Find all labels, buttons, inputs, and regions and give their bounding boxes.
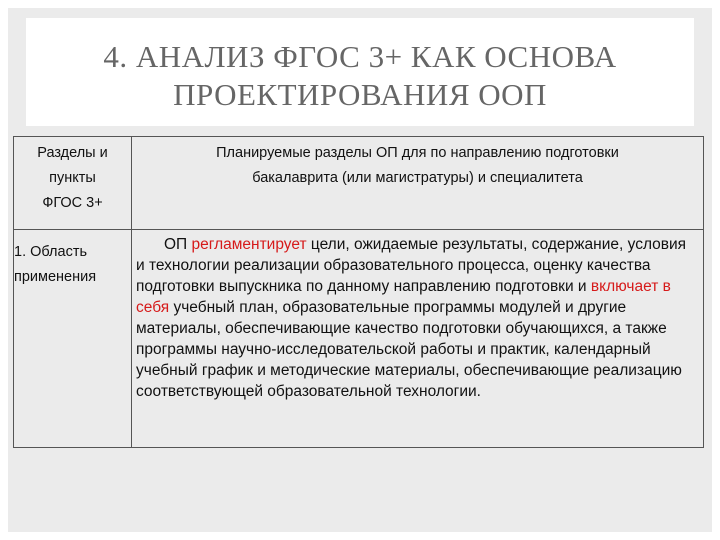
row-text-cell bbox=[132, 230, 704, 448]
header-right-line: Планируемые разделы ОП для по направлению подготовки bbox=[216, 145, 619, 161]
highlighted-term: регламентирует bbox=[191, 236, 307, 253]
row-text-part: учебный план, образовательные программы модулей и другие материалы, обеспечивающие качество подготовки обучающихся, а также программы научно-исследовательской работы и практик, календарный учебный график и методические материалы, обеспечивающие реализацию соответствующей образовательной технологии. bbox=[136, 299, 682, 400]
title-line-1: 4. АНАЛИЗ ФГОС 3+ КАК ОСНОВА bbox=[103, 39, 617, 74]
row-text-part: цели, ожидаемые результаты, содержание, условия и технологии реализации образовательного процесса, оценку качества подготовки выпускника по данному направлению подготовки и bbox=[136, 236, 687, 295]
header-left-line: пункты bbox=[49, 170, 96, 186]
header-left-line: ФГОС 3+ bbox=[42, 195, 103, 211]
row-label-line: применения bbox=[14, 269, 97, 285]
content-table bbox=[13, 136, 704, 448]
title-box bbox=[26, 18, 694, 126]
header-cell-planned-sections bbox=[132, 137, 704, 230]
header-cell-sections bbox=[14, 137, 132, 230]
title-line-2: ПРОЕКТИРОВАНИЯ ООП bbox=[173, 77, 547, 112]
header-right-line: бакалаврита (или магистратуры) и специалитета bbox=[252, 170, 583, 186]
row-label-cell bbox=[14, 230, 132, 448]
header-left-line: Разделы и bbox=[37, 145, 108, 161]
table-header-row bbox=[14, 137, 704, 230]
slide bbox=[8, 8, 712, 532]
row-text-part: ОП bbox=[164, 236, 192, 253]
row-label-line: 1. Область bbox=[14, 244, 88, 260]
table-row bbox=[14, 230, 704, 448]
highlighted-term: включает в себя bbox=[136, 278, 671, 316]
